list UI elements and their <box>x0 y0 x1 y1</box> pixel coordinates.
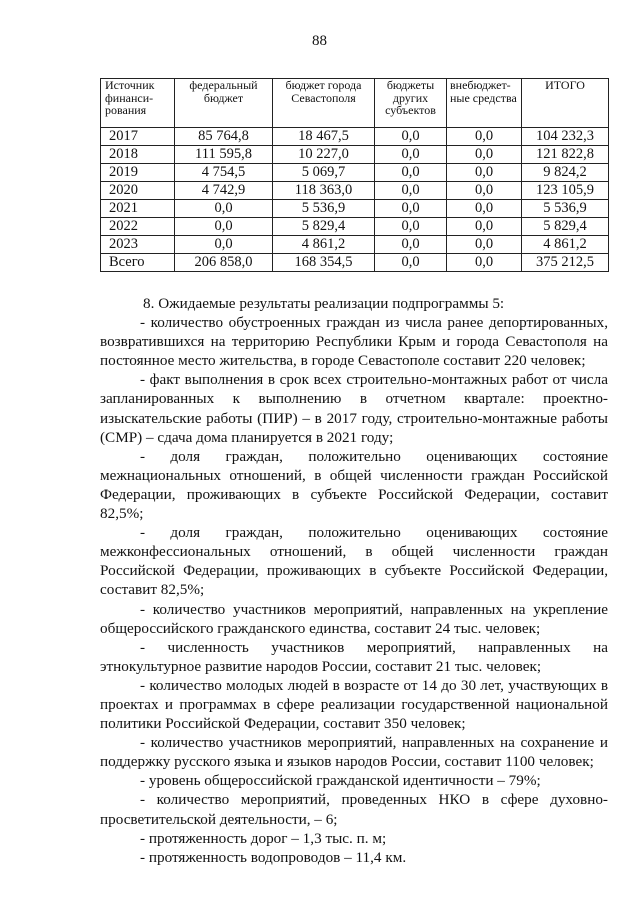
table-body <box>101 128 609 272</box>
result-item: - количество участников мероприятий, направленных на укрепление общероссийского гражданского единства, составит 24 тыс. человек; <box>100 600 608 637</box>
value-cell: 104 232,3 <box>522 128 609 146</box>
value-cell: 5 829,4 <box>522 218 609 236</box>
value-cell: 5 829,4 <box>273 218 375 236</box>
value-cell: 118 363,0 <box>273 182 375 200</box>
result-item: - количество участников мероприятий, направленных на сохранение и поддержку русского языка и языков народов России, составит 1100 человек; <box>100 734 608 771</box>
table-row <box>101 200 609 218</box>
table-row <box>101 236 609 254</box>
value-cell: 0,0 <box>375 182 447 200</box>
header-other-subjects: бюджеты других субъектов <box>375 79 447 128</box>
row-label-cell: Всего <box>101 254 175 272</box>
value-cell: 0,0 <box>375 146 447 164</box>
value-cell: 5 536,9 <box>273 200 375 218</box>
header-source: Источник финанси-рования <box>101 79 175 128</box>
value-cell: 0,0 <box>447 236 522 254</box>
value-cell: 4 742,9 <box>175 182 273 200</box>
result-item: - протяженность водопроводов – 11,4 км. <box>140 848 407 866</box>
value-cell: 4 861,2 <box>522 236 609 254</box>
row-label-cell: 2020 <box>101 182 175 200</box>
value-cell: 0,0 <box>447 218 522 236</box>
value-cell: 4 861,2 <box>273 236 375 254</box>
row-label-cell: 2019 <box>101 164 175 182</box>
value-cell: 0,0 <box>175 218 273 236</box>
result-item: - численность участников мероприятий, направленных на этнокультурное развитие народов России, составит 21 тыс. человек; <box>100 638 608 675</box>
value-cell: 0,0 <box>375 236 447 254</box>
header-city-budget: бюджет города Севастополя <box>273 79 375 128</box>
table-row <box>101 128 609 146</box>
value-cell: 0,0 <box>447 182 522 200</box>
result-item: - доля граждан, положительно оценивающих состояние межнациональных отношений, в общей численности граждан Российской Федерации, проживающих в субъекте Российской Федерации, составит 82,5%; <box>100 447 608 523</box>
row-label-cell: 2021 <box>101 200 175 218</box>
funding-table-container <box>100 78 609 272</box>
funding-table <box>100 78 609 272</box>
value-cell: 5 536,9 <box>522 200 609 218</box>
table-row <box>101 164 609 182</box>
table-row <box>101 146 609 164</box>
page-number: 88 <box>312 33 327 49</box>
value-cell: 168 354,5 <box>273 254 375 272</box>
expected-results-section <box>100 294 608 867</box>
value-cell: 0,0 <box>175 200 273 218</box>
table-row <box>101 254 609 272</box>
value-cell: 0,0 <box>447 200 522 218</box>
result-item: - уровень общероссийской гражданской идентичности – 79%; <box>140 772 541 790</box>
value-cell: 0,0 <box>175 236 273 254</box>
section-heading: 8. Ожидаемые результаты реализации подпрограммы 5: <box>143 295 505 312</box>
results-list <box>100 313 608 867</box>
value-cell: 111 595,8 <box>175 146 273 164</box>
result-item: - доля граждан, положительно оценивающих состояние межконфессиональных отношений, в общей численности граждан Российской Федерации, проживающих в субъекте Российской Федерации, составит 82,5%; <box>100 524 608 599</box>
value-cell: 18 467,5 <box>273 128 375 146</box>
value-cell: 375 212,5 <box>522 254 609 272</box>
table-row <box>101 182 609 200</box>
value-cell: 0,0 <box>447 128 522 146</box>
table-header-row <box>101 79 609 128</box>
result-item: - факт выполнения в срок всех строительно-монтажных работ от числа запланированных к выполнению в отчетном квартале: проектно-изыскательские работы (ПИР) – в 2017 году, строительно-монтажные работы (СМР) – сдача дома планируется в 2021 году; <box>100 371 608 446</box>
result-item: - количество обустроенных граждан из числа ранее депортированных, возвратившихся на территорию Республики Крым и города Севастополя на постоянное место жительства, в городе Севастополе составит 220 человек; <box>100 314 608 370</box>
value-cell: 9 824,2 <box>522 164 609 182</box>
result-item: - количество мероприятий, проведенных НКО в сфере духовно-просветительской деятельности, – 6; <box>100 791 608 828</box>
value-cell: 0,0 <box>375 218 447 236</box>
value-cell: 5 069,7 <box>273 164 375 182</box>
value-cell: 85 764,8 <box>175 128 273 146</box>
table-row <box>101 218 609 236</box>
value-cell: 206 858,0 <box>175 254 273 272</box>
row-label-cell: 2018 <box>101 146 175 164</box>
result-item: - протяженность дорог – 1,3 тыс. п. м; <box>140 829 387 847</box>
value-cell: 0,0 <box>447 254 522 272</box>
row-label-cell: 2023 <box>101 236 175 254</box>
header-federal-budget: федеральный бюджет <box>175 79 273 128</box>
result-item: - количество молодых людей в возрасте от 14 до 30 лет, участвующих в проектах и программах в сфере реализации государственной национальной политики Российской Федерации, составит 350 человек; <box>100 676 608 733</box>
value-cell: 0,0 <box>375 128 447 146</box>
value-cell: 123 105,9 <box>522 182 609 200</box>
value-cell: 0,0 <box>375 254 447 272</box>
value-cell: 0,0 <box>375 200 447 218</box>
value-cell: 4 754,5 <box>175 164 273 182</box>
value-cell: 121 822,8 <box>522 146 609 164</box>
value-cell: 10 227,0 <box>273 146 375 164</box>
value-cell: 0,0 <box>447 146 522 164</box>
header-total: ИТОГО <box>522 79 609 128</box>
row-label-cell: 2017 <box>101 128 175 146</box>
header-extrabudgetary: внебюджет-ные средства <box>447 79 522 128</box>
value-cell: 0,0 <box>447 164 522 182</box>
row-label-cell: 2022 <box>101 218 175 236</box>
value-cell: 0,0 <box>375 164 447 182</box>
